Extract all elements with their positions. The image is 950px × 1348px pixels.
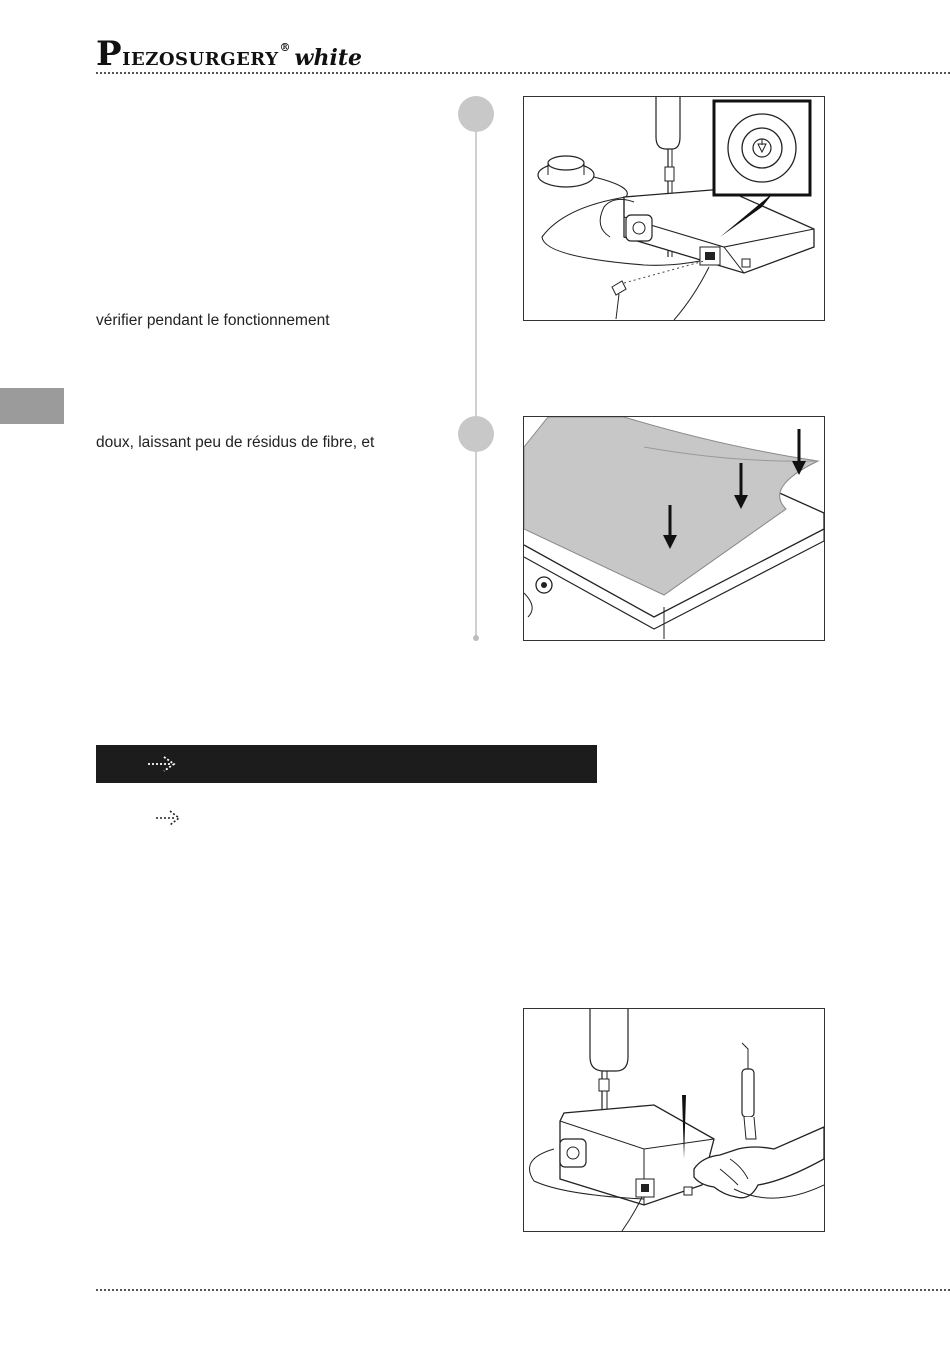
dotted-arrow-icon [154, 808, 184, 828]
chapter-tab [0, 388, 64, 424]
step-marker-1 [458, 96, 494, 132]
figure-handpiece [523, 1008, 825, 1232]
step-connector [475, 450, 477, 636]
registered-mark: ® [279, 41, 291, 54]
figure-protective-film [523, 416, 825, 641]
brand-logo [96, 34, 362, 74]
step-connector [475, 130, 477, 416]
console-setup-illustration [524, 97, 824, 320]
footer-divider [96, 1289, 950, 1291]
figure-console-setup [523, 96, 825, 321]
brand-initial: P [96, 34, 123, 74]
dotted-arrow-icon [146, 754, 180, 774]
header-divider [96, 72, 950, 74]
step-end-dot [473, 635, 479, 641]
brand-suffix: white [294, 45, 362, 71]
step-2-text: doux, laissant peu de résidus de fibre, et [96, 434, 375, 451]
step-marker-2 [458, 416, 494, 452]
brand-name [96, 34, 279, 74]
section-header-bar [96, 745, 597, 783]
brand-rest: iezosurgery [122, 42, 279, 72]
handpiece-illustration [524, 1009, 824, 1231]
step-1-text: vérifier pendant le fonctionnement [96, 312, 330, 329]
protective-film-illustration [524, 417, 824, 640]
